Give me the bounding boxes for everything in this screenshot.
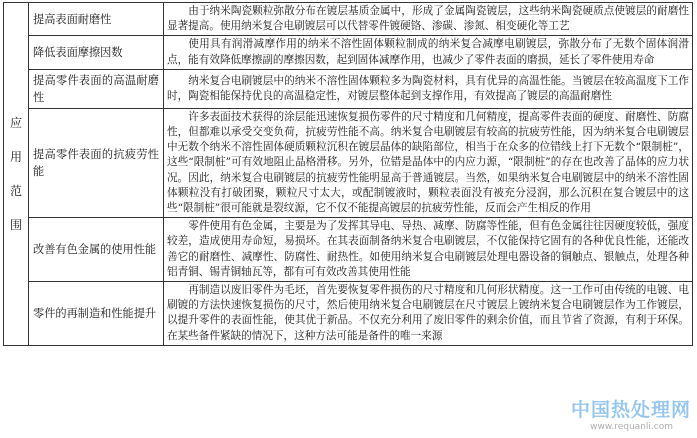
description-cell: 由于纳米陶瓷颗粒弥散分布在镀层基质金属中，形成了金属陶瓷镀层，这些纳米陶瓷硬质点使镀层的耐磨性显著提高。使用纳米复合电刷镀层可以代替零件镀硬铬、渗碳、渗氮、相变硬化等工艺: [164, 3, 693, 36]
watermark-logo: 中国热处理网: [570, 399, 691, 421]
table-row: [4, 3, 693, 36]
property-cell: 零件的再制造和性能提升: [29, 282, 164, 346]
table-row: [4, 36, 693, 69]
property-cell: 提高零件表面的高温耐磨性: [29, 69, 164, 108]
property-cell: 降低表面摩擦因数: [29, 36, 164, 69]
property-cell: 改善有色金属的使用性能: [29, 218, 164, 282]
description-cell: 零件使用有色金属，主要是为了发挥其导电、导热、减摩、防腐等性能，但有色金属往往因硬度较低，强度较差，造成使用寿命短，易损坏。在其表面制备纳米复合电刷镀层，不仅能保持它固有的各种优良性能，还能改善它的耐磨性、减摩性、防腐性、耐热性。如使用纳米复合电刷镀层处理电器设备的铜触点、银触点，处理各种铝青铜、锡青铜轴瓦等，都有可有效改善其使用性能: [164, 218, 693, 282]
category-label: 应用范围: [9, 115, 22, 232]
property-cell: 提高表面耐磨性: [29, 3, 164, 36]
application-table-wrapper: [3, 2, 693, 434]
table-row: [4, 69, 693, 108]
description-cell: 纳米复合电刷镀层中的纳米不溶性固体颗粒多为陶瓷材料，具有优异的高温性能。当镀层在较高温度下工作时，陶瓷相能保持优良的高温稳定性，对镀层整体起到支撑作用，有效提高了镀层的高温耐磨性: [164, 69, 693, 108]
category-cell: [4, 3, 29, 346]
description-cell: 再制造以废旧零件为毛坯，首先要恢复零件损伤的尺寸精度和几何形状精度。这一工作可由传统的电镀、电刷镀的方法快速恢复损伤的尺寸，然后使用纳米复合电刷镀层在尺寸镀层上镀纳米复合电刷镀层作为工作镀层，以提升零件的表面性能，使其优于新品。不仅充分利用了废旧零件的剩余价值，而且节省了资源，有利于环保。在某些备件紧缺的情况下，这种方法可能是备件的唯一来源: [164, 282, 693, 346]
application-table: [3, 2, 693, 346]
description-cell: 使用具有润滑减摩作用的纳米不溶性固体颗粒制成的纳米复合减摩电刷镀层，弥散分布了无数个固体润滑点，能有效降低摩擦副的摩擦因数，起到固体减摩作用，也减少了零件表面的磨损，延长了零件使用寿命: [164, 36, 693, 69]
watermark-url: www.requanli.com: [590, 422, 673, 432]
description-cell: 许多表面技术获得的涂层能迅速恢复损伤零件的尺寸精度和几何精度，提高零件表面的硬度、耐磨性、防腐性，但都难以承受交变负荷，抗疲劳性能不高。纳米复合电刷镀层有较高的抗疲劳性能，因为纳米复合电刷镀层中无数个纳米不溶性固体硬质颗粒沉积在镀层晶体的缺陷部位，相当于在众多的位错线上打下无数个“限制桩”，这些“限制桩”可有效地阻止晶格滑移。另外，位错是晶体中的内应力源，“限制桩”的存在也改善了晶体的应力状况。因此，纳米复合电刷镀层的抗疲劳性能明显高于普通镀层。当然，如果纳米复合电刷镀层中的纳米不溶性固体颗粒没有打破团聚，颗粒尺寸太大，或配制镀液时，颗粒表面没有被充分浸润，那么沉积在复合镀层中的这些“限制桩”很可能就是裂纹源，它不仅不能提高镀层的抗疲劳性能，反而会产生相反的作用: [164, 108, 693, 217]
table-row: [4, 108, 693, 217]
property-cell: 提高零件表面的抗疲劳性能: [29, 108, 164, 217]
table-row: [4, 218, 693, 282]
table-row: [4, 282, 693, 346]
